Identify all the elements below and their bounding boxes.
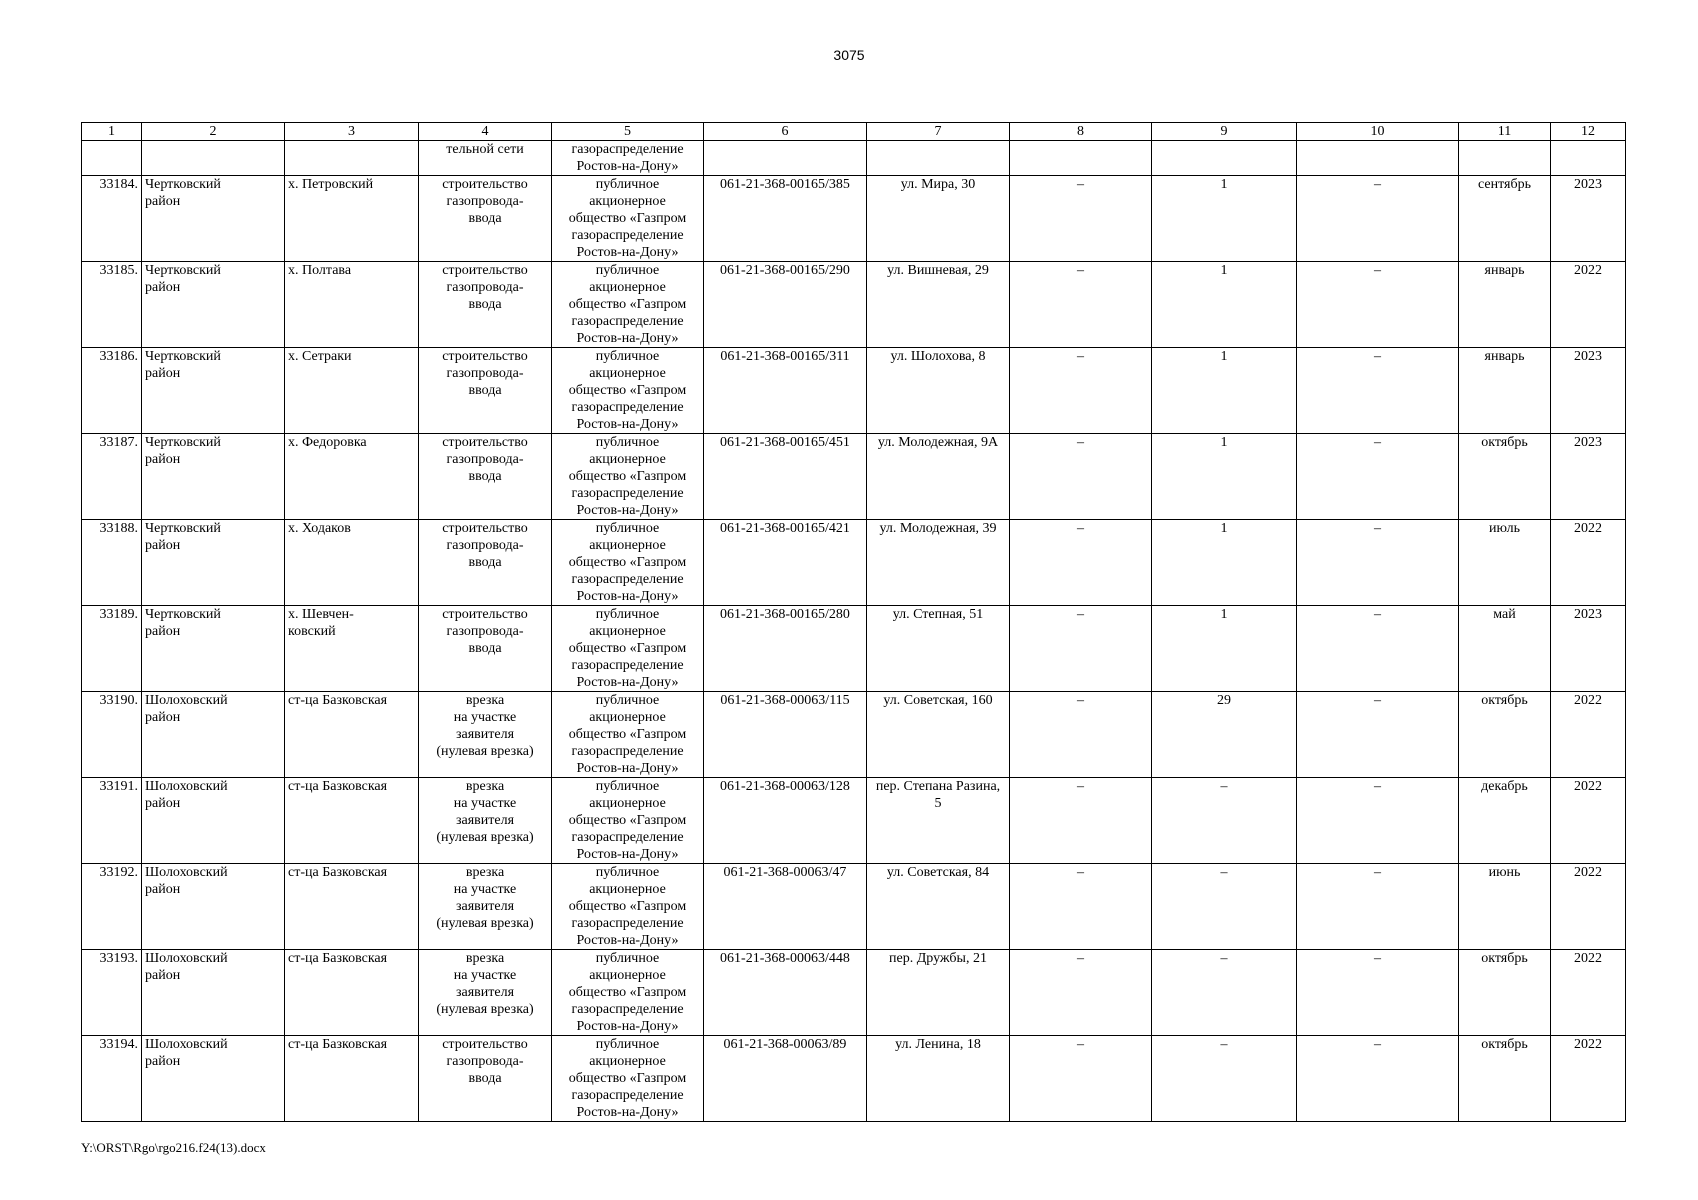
cell-district: Чертковский район [142, 606, 285, 692]
cell-c9: 1 [1152, 176, 1297, 262]
cell-c9: 29 [1152, 692, 1297, 778]
table-cell [1459, 141, 1551, 176]
cell-code: 061-21-368-00063/89 [704, 1036, 867, 1122]
cell-c10: – [1297, 434, 1459, 520]
cell-work: врезка на участке заявителя (нулевая врезка) [419, 950, 552, 1036]
cell-month: октябрь [1459, 1036, 1551, 1122]
cell-month: июль [1459, 520, 1551, 606]
cell-code: 061-21-368-00165/385 [704, 176, 867, 262]
cell-c9: 1 [1152, 520, 1297, 606]
cell-c8: – [1010, 520, 1152, 606]
cell-year: 2022 [1551, 778, 1626, 864]
page-number: 3075 [833, 47, 865, 63]
cell-num: 33193. [82, 950, 142, 1036]
cell-month: декабрь [1459, 778, 1551, 864]
cell-address: ул. Молодежная, 39 [867, 520, 1010, 606]
cell-work: строительство газопровода- ввода [419, 348, 552, 434]
cell-num: 33188. [82, 520, 142, 606]
cell-address: ул. Ленина, 18 [867, 1036, 1010, 1122]
cell-c8: – [1010, 1036, 1152, 1122]
column-header: 8 [1010, 123, 1152, 141]
cell-year: 2022 [1551, 520, 1626, 606]
cell-code: 061-21-368-00165/311 [704, 348, 867, 434]
cell-district: Чертковский район [142, 262, 285, 348]
cell-month: январь [1459, 348, 1551, 434]
cell-code: 061-21-368-00165/421 [704, 520, 867, 606]
cell-c8: – [1010, 606, 1152, 692]
cell-work: врезка на участке заявителя (нулевая врезка) [419, 692, 552, 778]
cell-code: 061-21-368-00063/128 [704, 778, 867, 864]
cell-work: строительство газопровода- ввода [419, 1036, 552, 1122]
column-header: 5 [552, 123, 704, 141]
table-row [82, 176, 1626, 262]
table-row [82, 262, 1626, 348]
cell-settlement: х. Петровский [285, 176, 419, 262]
cell-num: 33189. [82, 606, 142, 692]
cell-c8: – [1010, 348, 1152, 434]
column-header: 7 [867, 123, 1010, 141]
cell-work: врезка на участке заявителя (нулевая врезка) [419, 778, 552, 864]
cell-month: июнь [1459, 864, 1551, 950]
cell-address: пер. Степана Разина, 5 [867, 778, 1010, 864]
table-cell [704, 141, 867, 176]
cell-address: пер. Дружбы, 21 [867, 950, 1010, 1036]
cell-year: 2022 [1551, 864, 1626, 950]
cell-c9: 1 [1152, 348, 1297, 434]
cell-address: ул. Советская, 160 [867, 692, 1010, 778]
cell-year: 2023 [1551, 434, 1626, 520]
cell-c10: – [1297, 864, 1459, 950]
table-row [82, 348, 1626, 434]
cell-c10: – [1297, 778, 1459, 864]
cell-org: публичное акционерное общество «Газпром газораспределение Ростов-на-Дону» [552, 778, 704, 864]
cell-address: ул. Молодежная, 9А [867, 434, 1010, 520]
cell-code: 061-21-368-00063/448 [704, 950, 867, 1036]
cell-org: публичное акционерное общество «Газпром газораспределение Ростов-на-Дону» [552, 606, 704, 692]
cell-num: 33185. [82, 262, 142, 348]
cell-year: 2022 [1551, 950, 1626, 1036]
cell-district: Шолоховский район [142, 950, 285, 1036]
continuation-row [82, 141, 1626, 176]
cell-c10: – [1297, 606, 1459, 692]
data-table [81, 122, 1626, 1122]
cell-settlement: ст-ца Базковская [285, 692, 419, 778]
cell-code: 061-21-368-00063/47 [704, 864, 867, 950]
table-cell: газораспределение Ростов-на-Дону» [552, 141, 704, 176]
cell-settlement: ст-ца Базковская [285, 778, 419, 864]
cell-address: ул. Степная, 51 [867, 606, 1010, 692]
cell-c9: – [1152, 1036, 1297, 1122]
cell-settlement: х. Полтава [285, 262, 419, 348]
cell-work: строительство газопровода- ввода [419, 606, 552, 692]
cell-c9: 1 [1152, 606, 1297, 692]
table-cell [1297, 141, 1459, 176]
cell-month: май [1459, 606, 1551, 692]
cell-work: строительство газопровода- ввода [419, 262, 552, 348]
cell-c9: – [1152, 778, 1297, 864]
cell-c10: – [1297, 520, 1459, 606]
table-cell [142, 141, 285, 176]
cell-num: 33190. [82, 692, 142, 778]
cell-c8: – [1010, 778, 1152, 864]
cell-num: 33186. [82, 348, 142, 434]
cell-c10: – [1297, 262, 1459, 348]
cell-c9: 1 [1152, 434, 1297, 520]
table-cell [867, 141, 1010, 176]
cell-year: 2023 [1551, 348, 1626, 434]
cell-work: врезка на участке заявителя (нулевая врезка) [419, 864, 552, 950]
footer-file-path: Y:\ORST\Rgo\rgo216.f24(13).docx [81, 1140, 266, 1155]
cell-c10: – [1297, 348, 1459, 434]
cell-org: публичное акционерное общество «Газпром газораспределение Ростов-на-Дону» [552, 520, 704, 606]
cell-district: Шолоховский район [142, 1036, 285, 1122]
cell-org: публичное акционерное общество «Газпром газораспределение Ростов-на-Дону» [552, 176, 704, 262]
cell-district: Шолоховский район [142, 692, 285, 778]
cell-year: 2022 [1551, 262, 1626, 348]
cell-code: 061-21-368-00063/115 [704, 692, 867, 778]
cell-settlement: х. Федоровка [285, 434, 419, 520]
cell-c8: – [1010, 950, 1152, 1036]
cell-address: ул. Шолохова, 8 [867, 348, 1010, 434]
cell-c9: – [1152, 864, 1297, 950]
cell-district: Чертковский район [142, 434, 285, 520]
cell-year: 2023 [1551, 176, 1626, 262]
cell-settlement: ст-ца Базковская [285, 864, 419, 950]
cell-org: публичное акционерное общество «Газпром газораспределение Ростов-на-Дону» [552, 864, 704, 950]
cell-district: Чертковский район [142, 176, 285, 262]
cell-code: 061-21-368-00165/451 [704, 434, 867, 520]
cell-org: публичное акционерное общество «Газпром газораспределение Ростов-на-Дону» [552, 262, 704, 348]
cell-c9: 1 [1152, 262, 1297, 348]
table-cell [1010, 141, 1152, 176]
cell-settlement: х. Шевчен- ковский [285, 606, 419, 692]
cell-work: строительство газопровода- ввода [419, 434, 552, 520]
cell-num: 33192. [82, 864, 142, 950]
column-header: 9 [1152, 123, 1297, 141]
column-header: 1 [82, 123, 142, 141]
table-row [82, 1036, 1626, 1122]
cell-settlement: х. Сетраки [285, 348, 419, 434]
cell-settlement: ст-ца Базковская [285, 950, 419, 1036]
cell-c10: – [1297, 1036, 1459, 1122]
cell-year: 2022 [1551, 692, 1626, 778]
column-header: 11 [1459, 123, 1551, 141]
cell-month: сентябрь [1459, 176, 1551, 262]
cell-district: Шолоховский район [142, 864, 285, 950]
cell-year: 2022 [1551, 1036, 1626, 1122]
cell-c9: – [1152, 950, 1297, 1036]
cell-c8: – [1010, 176, 1152, 262]
cell-code: 061-21-368-00165/290 [704, 262, 867, 348]
cell-num: 33194. [82, 1036, 142, 1122]
cell-c8: – [1010, 262, 1152, 348]
cell-address: ул. Мира, 30 [867, 176, 1010, 262]
cell-org: публичное акционерное общество «Газпром газораспределение Ростов-на-Дону» [552, 692, 704, 778]
cell-code: 061-21-368-00165/280 [704, 606, 867, 692]
table-cell [1152, 141, 1297, 176]
table-row [82, 606, 1626, 692]
column-header: 6 [704, 123, 867, 141]
table-cell [1551, 141, 1626, 176]
table-row [82, 692, 1626, 778]
cell-month: октябрь [1459, 434, 1551, 520]
table-row [82, 950, 1626, 1036]
cell-c8: – [1010, 434, 1152, 520]
cell-settlement: ст-ца Базковская [285, 1036, 419, 1122]
cell-district: Чертковский район [142, 520, 285, 606]
table-cell [285, 141, 419, 176]
cell-work: строительство газопровода- ввода [419, 176, 552, 262]
cell-org: публичное акционерное общество «Газпром газораспределение Ростов-на-Дону» [552, 348, 704, 434]
column-header: 12 [1551, 123, 1626, 141]
cell-month: октябрь [1459, 950, 1551, 1036]
cell-org: публичное акционерное общество «Газпром газораспределение Ростов-на-Дону» [552, 950, 704, 1036]
cell-c8: – [1010, 692, 1152, 778]
cell-num: 33187. [82, 434, 142, 520]
table-cell [82, 141, 142, 176]
cell-c10: – [1297, 692, 1459, 778]
column-header: 3 [285, 123, 419, 141]
cell-district: Чертковский район [142, 348, 285, 434]
table-row [82, 864, 1626, 950]
cell-c10: – [1297, 176, 1459, 262]
cell-settlement: х. Ходаков [285, 520, 419, 606]
column-header: 4 [419, 123, 552, 141]
cell-year: 2023 [1551, 606, 1626, 692]
table-cell: тельной сети [419, 141, 552, 176]
cell-address: ул. Советская, 84 [867, 864, 1010, 950]
column-header: 10 [1297, 123, 1459, 141]
table-row [82, 434, 1626, 520]
cell-num: 33191. [82, 778, 142, 864]
cell-c8: – [1010, 864, 1152, 950]
cell-address: ул. Вишневая, 29 [867, 262, 1010, 348]
cell-month: январь [1459, 262, 1551, 348]
column-header: 2 [142, 123, 285, 141]
cell-month: октябрь [1459, 692, 1551, 778]
table-row [82, 520, 1626, 606]
header-row [82, 123, 1626, 141]
table-row [82, 778, 1626, 864]
cell-c10: – [1297, 950, 1459, 1036]
cell-num: 33184. [82, 176, 142, 262]
cell-org: публичное акционерное общество «Газпром газораспределение Ростов-на-Дону» [552, 434, 704, 520]
cell-org: публичное акционерное общество «Газпром газораспределение Ростов-на-Дону» [552, 1036, 704, 1122]
cell-district: Шолоховский район [142, 778, 285, 864]
cell-work: строительство газопровода- ввода [419, 520, 552, 606]
